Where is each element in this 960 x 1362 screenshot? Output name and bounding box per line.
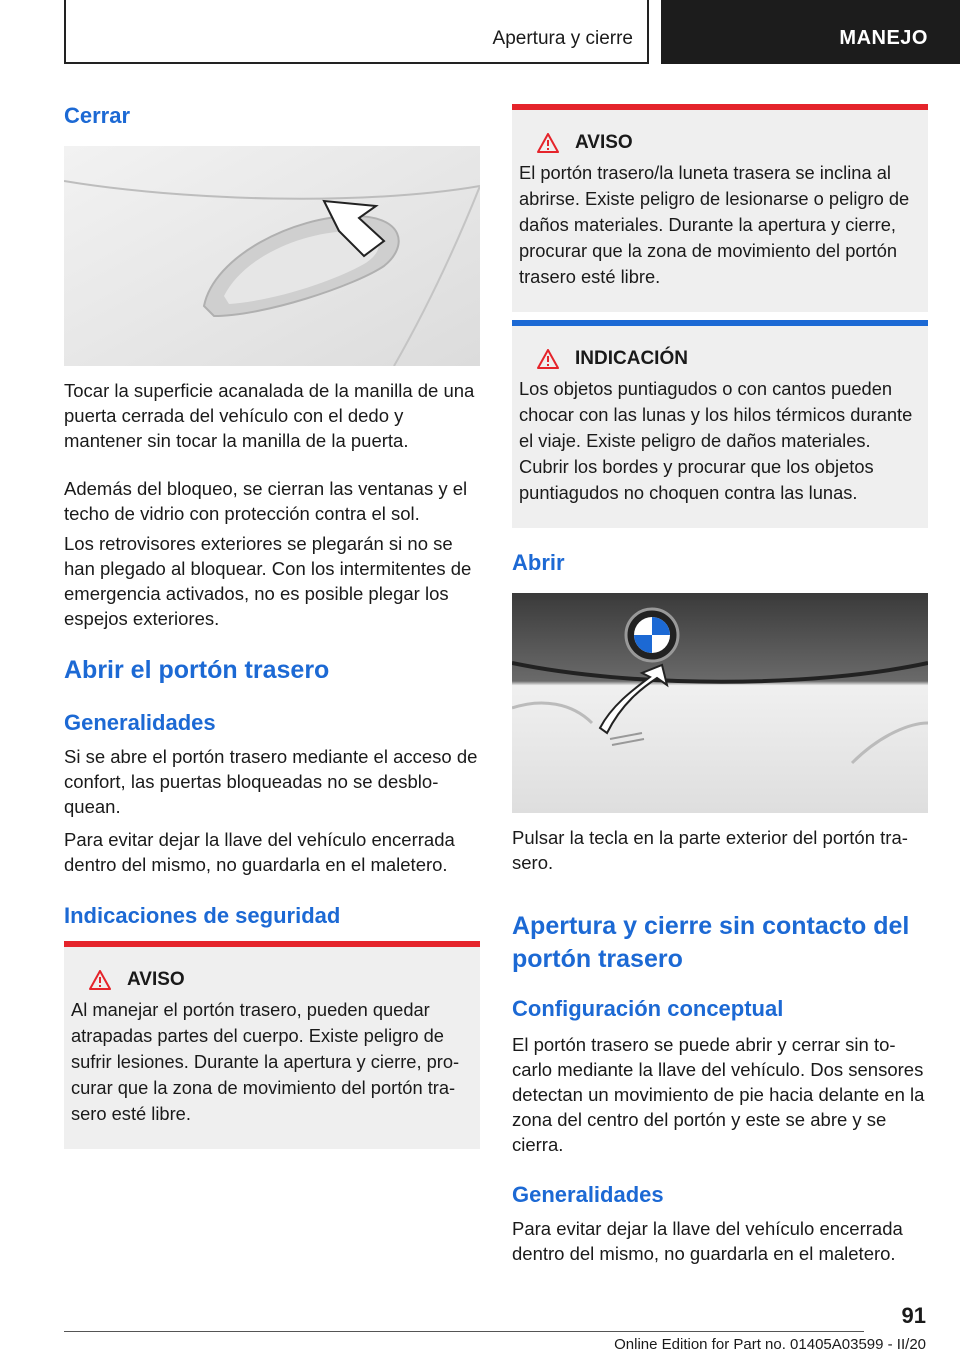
paragraph-abrir: Pulsar la tecla en la parte exterior del portón trasero. — [512, 827, 908, 873]
heading-indicaciones-seguridad: Indicaciones de seguridad — [64, 903, 341, 928]
paragraph-configuracion: El portón trasero se puede abrir y cerrar sin tocarlo mediante la llave del vehículo. Dos sensores detectan un movimiento de pie hacia delante en la zona del centro del portón y este se abre y se cierra. — [512, 1034, 925, 1155]
notice-text: Los objetos puntiagudos o con cantos pueden chocar con las lunas y los hilos térmicos durante el viaje. Existe peligro de daños materiales. Cubrir los bordes y procurar que los objetos puntiagudos no choquen contra las lunas. — [519, 378, 913, 503]
door-handle-image — [64, 146, 480, 366]
warning-title-text: AVISO — [575, 132, 633, 153]
warning-triangle-icon — [537, 349, 559, 369]
warning-text: El portón trasero/la luneta trasera se inclina al abrirse. Existe peligro de lesionarse o peligro de daños materiales. Durante la apertura y cierre, procurar que la zona de movimiento del portón trasero esté libre. — [519, 162, 910, 287]
warning-box-aviso — [64, 941, 480, 1149]
warning-title — [519, 132, 920, 154]
paragraph-cerrar-1: Tocar la superficie acanalada de la manilla de una puerta cerrada del vehículo con el dedo y mantener sin tocar la manilla de la puerta. — [64, 380, 475, 451]
heading-configuracion-conceptual: Configuración conceptual — [512, 996, 784, 1021]
paragraph-cerrar-3: Los retrovisores exteriores se plegarán si no se han plegado al bloquear. Con los intermitentes de emergencia activados, no es posible plegar los espejos exteriores. — [64, 533, 472, 629]
paragraph-generalidades-1: Si se abre el portón trasero mediante el acceso de confort, las puertas bloqueadas no se desbloquean. — [64, 746, 478, 817]
tailgate-button-image — [512, 593, 928, 813]
footer-edition-text: Online Edition for Part no. 01405A03599 - II/20 — [614, 1336, 926, 1353]
warning-triangle-icon — [89, 970, 111, 990]
warning-text: Al manejar el portón trasero, pueden quedar atrapadas partes del cuerpo. Existe peligro de sufrir lesiones. Durante la apertura y cierre, procurar que la zona de movimiento del portón trasero esté libre. — [71, 999, 460, 1124]
heading-abrir: Abrir — [512, 550, 565, 575]
heading-generalidades: Generalidades — [64, 710, 216, 735]
notice-bar — [512, 320, 928, 326]
header-chapter-label: MANEJO — [839, 27, 928, 49]
notice-title-text: INDICACIÓN — [575, 348, 688, 369]
warning-bar — [512, 104, 928, 110]
heading-apertura-sin-contacto: Apertura y cierre sin contacto del portón trasero — [512, 912, 910, 973]
paragraph-cerrar-2: Además del bloqueo, se cierran las ventanas y el techo de vidrio con protección contra el sol. — [64, 478, 468, 524]
door-handle-illustration — [64, 146, 480, 366]
paragraph-generalidades-2: Para evitar dejar la llave del vehículo encerrada dentro del mismo, no guardarla en el maletero. — [64, 829, 455, 875]
heading-abrir-porton: Abrir el portón trasero — [64, 656, 330, 684]
header-section-label: Apertura y cierre — [492, 28, 633, 49]
warning-box-aviso-right — [512, 104, 928, 312]
footer-divider — [64, 1331, 864, 1332]
heading-generalidades-right: Generalidades — [512, 1182, 664, 1207]
heading-cerrar: Cerrar — [64, 103, 131, 128]
paragraph-generalidades-right: Para evitar dejar la llave del vehículo encerrada dentro del mismo, no guardarla en el maletero. — [512, 1218, 903, 1264]
notice-box-indicacion — [512, 320, 928, 528]
warning-title-text: AVISO — [127, 969, 185, 990]
header-chapter-tab — [661, 0, 960, 64]
warning-title — [71, 969, 472, 991]
header-section-box — [64, 0, 649, 64]
page-number: 91 — [901, 1303, 926, 1328]
tailgate-illustration — [512, 593, 928, 813]
warning-bar — [64, 941, 480, 947]
warning-triangle-icon — [537, 133, 559, 153]
notice-title — [519, 348, 920, 370]
